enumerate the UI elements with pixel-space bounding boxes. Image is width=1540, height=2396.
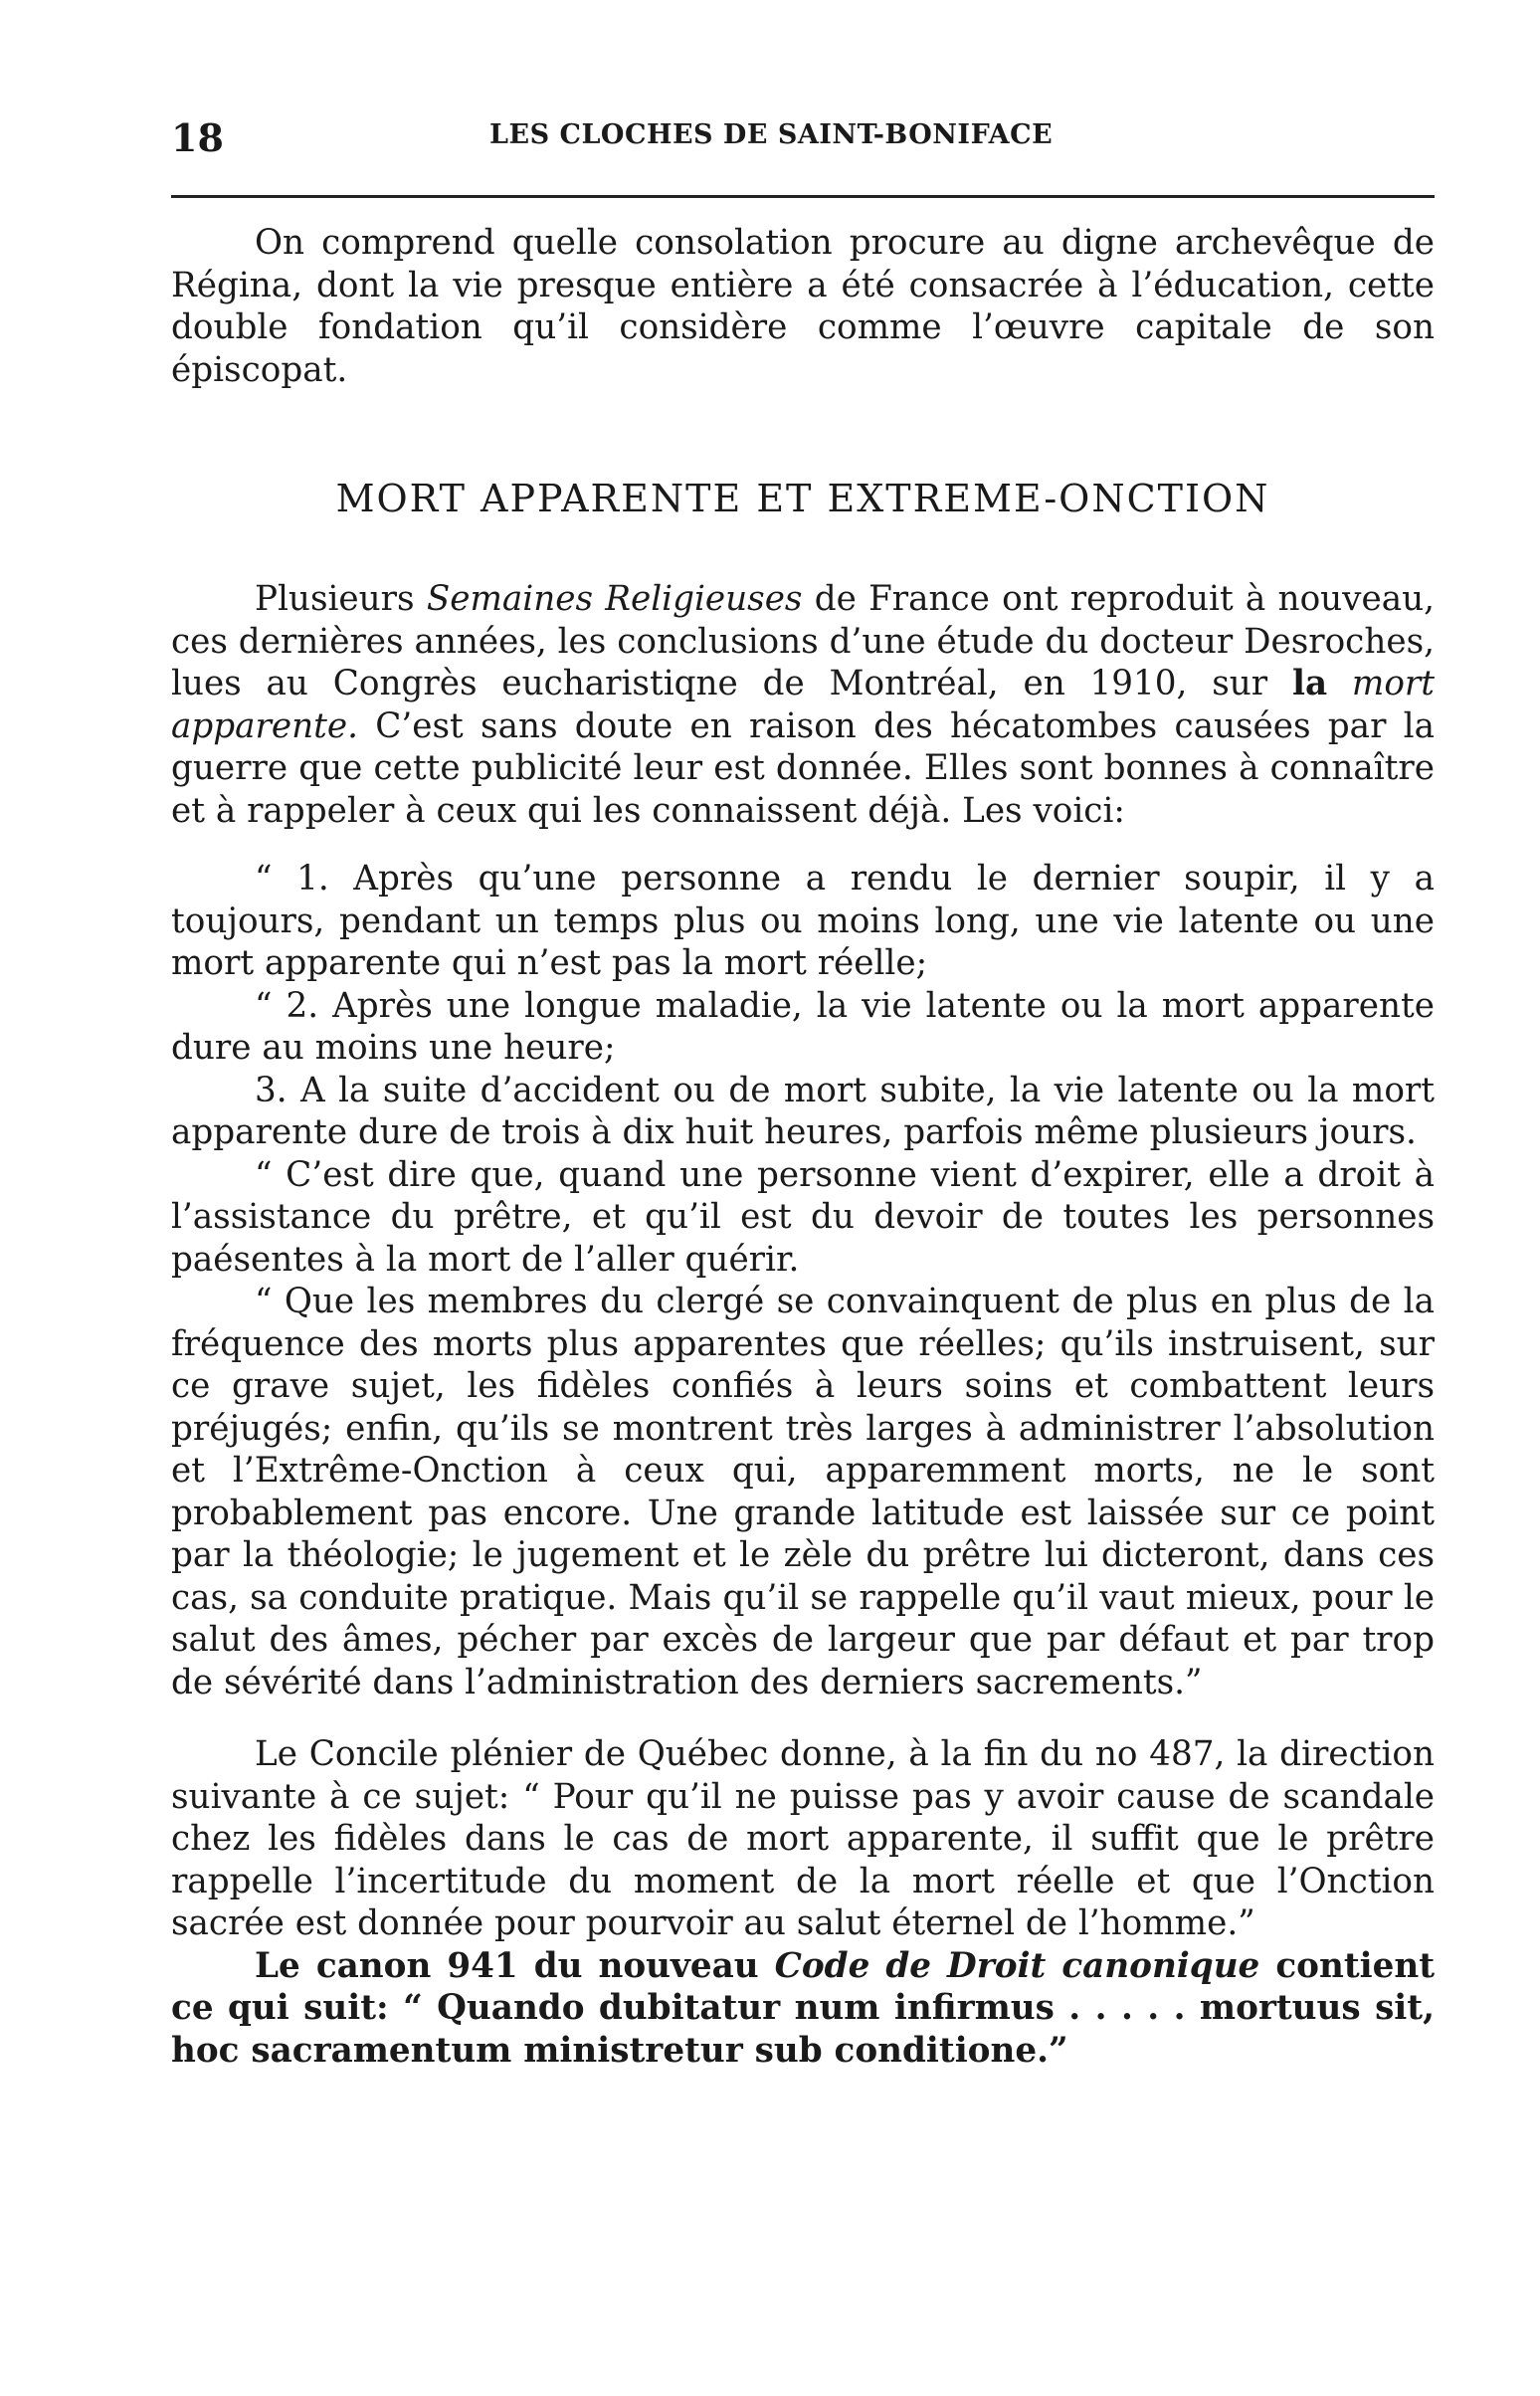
paragraph-1	[171, 578, 1435, 832]
section-title: MORT APPARENTE ET EXTREME-ONCTION	[335, 477, 1270, 520]
quote-item-2: “ 2. Après une longue maladie, la vie latente ou la mort apparente dure au moins une heure;	[171, 985, 1435, 1068]
paragraph-1-italic-term: mort apparente.	[171, 664, 1435, 746]
paragraph-2: Le Concile plénier de Québec donne, à la fin du no 487, la direction suivante à ce sujet: “ Pour qu’il ne puisse pas y avoir cause de scandale chez les fidèles dans le cas de mort apparente, il suffit que le prêtre rappelle l’incertitude du moment de la mort réelle et que l’Onction sacrée est donnée pour pourvoir au salut éternel de l’homme.”	[171, 1734, 1435, 1943]
paragraph-3-italic: Code de Droit canonique	[774, 1945, 1260, 1986]
quote-item-1: “ 1. Après qu’une personne a rendu le dernier soupir, il y a toujours, pendant un temps plus ou moins long, une vie latente ou une mort apparente qui n’est pas la mort réelle;	[171, 859, 1435, 983]
document-page	[171, 109, 1435, 2072]
quote-item-4: “ C’est dire que, quand une personne vient d’expirer, elle a droit à l’assistance du prêtre, et qu’il est du devoir de toutes les personnes paésentes à la mort de l’aller quérir.	[171, 1154, 1435, 1280]
page-number: 18	[171, 115, 224, 160]
paragraph-1-start: Plusieurs	[255, 579, 427, 619]
paragraph-3	[171, 1945, 1435, 2073]
running-head	[171, 109, 1435, 173]
paragraph-1-middle: de France ont reproduit à nouveau, ces dernières années, les conclusions d’une étude du docteur Desroches, lues au Congrès eucharistiqne de Montréal, en 1910, sur	[171, 579, 1435, 703]
running-title: LES CLOCHES DE SAINT-BONIFACE	[489, 119, 1054, 150]
intro-paragraph: On comprend quelle consolation procure au digne archevêque de Régina, dont la vie presque entière a été consacrée à l’éducation, cette double fondation qu’il considère comme l’œuvre capitale de son épiscopat.	[171, 223, 1435, 390]
paragraph-3-start: Le canon 941 du nouveau	[255, 1945, 775, 1986]
paragraph-1-italic-title: Semaines Religieuses	[426, 579, 803, 619]
paragraph-3-end: contient ce qui suit: “ Quando dubitatur num infirmus . . . . . mortuus sit, hoc sacramentum ministretur sub conditione.”	[171, 1945, 1435, 2071]
paragraph-1-end: C’est sans doute en raison des hécatombes causées par la guerre que cette publicité leur est donnée. Elles sont bonnes à connaître et à rappeler à ceux qui les connaissent déjà. Les voici:	[171, 705, 1435, 831]
quote-item-5: “ Que les membres du clergé se convainquent de plus en plus de la fréquence des morts plus apparentes que réelles; qu’ils instruisent, sur ce grave sujet, les fidèles confiés à leurs soins et combattent leurs préjugés; enfin, qu’ils se montrent très larges à administrer l’absolution et l’Extrême-Onction à ceux qui, apparemment morts, ne le sont probablement pas encore. Une grande latitude est laissée sur ce point par la théologie; le jugement et le zèle du prêtre lui dicteront, dans ces cas, sa conduite pratique. Mais qu’il se rappelle qu’il vaut mieux, pour le salut des âmes, pécher par excès de largeur que par défaut et par trop de sévérité dans l’administration des derniers sacrements.”	[171, 1282, 1435, 1702]
paragraph-1-bold: la	[1291, 664, 1328, 703]
quote-item-3: 3. A la suite d’accident ou de mort subite, la vie latente ou la mort apparente dure de trois à dix huit heures, parfois même plusieurs jours.	[171, 1070, 1435, 1152]
header-rule	[171, 195, 1435, 198]
